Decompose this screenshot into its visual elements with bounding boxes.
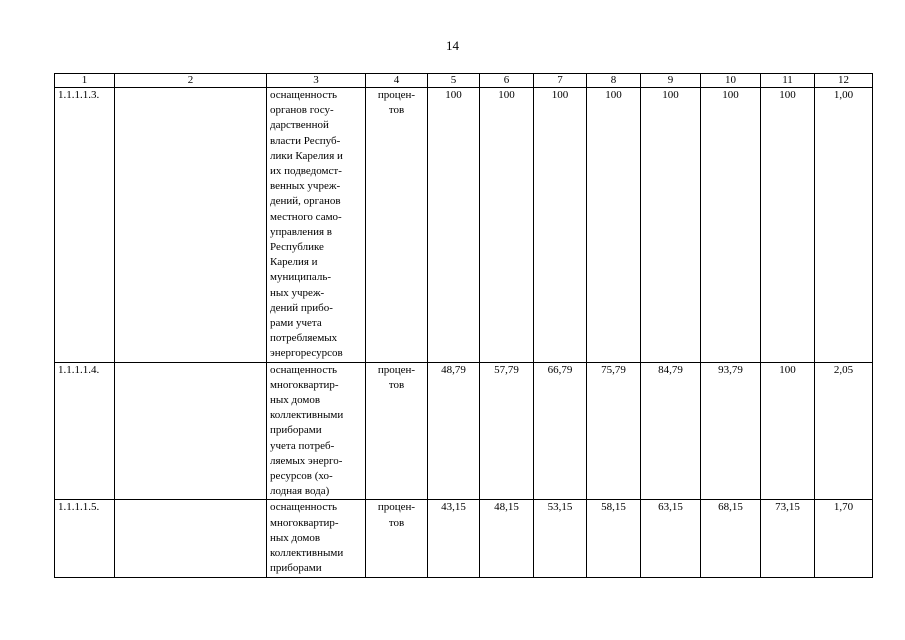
column-header-10: 10	[701, 74, 761, 88]
column-header-1: 1	[55, 74, 115, 88]
description-line: коллективными	[270, 547, 344, 560]
header-row	[55, 74, 873, 88]
description-line: их подведомст-	[270, 165, 342, 178]
indicators-table	[54, 73, 873, 578]
value-col-5: 43,15	[428, 500, 480, 577]
description-line: лики Карелия и	[270, 149, 343, 162]
unit-line: процен-	[377, 363, 416, 376]
row-code: 1.1.1.1.5.	[55, 500, 115, 577]
description-line: коллективными	[270, 409, 344, 422]
table-row	[55, 500, 873, 577]
value-col-8: 100	[587, 88, 641, 363]
description-line: ных домов	[270, 531, 321, 544]
row-description	[267, 362, 366, 500]
column-header-8: 8	[587, 74, 641, 88]
value-col-10: 93,79	[701, 362, 761, 500]
description-line: лодная вода)	[270, 485, 330, 498]
description-line: органов госу-	[270, 104, 334, 117]
value-col-8: 75,79	[587, 362, 641, 500]
value-col-6: 57,79	[480, 362, 534, 500]
description-line: учета потреб-	[270, 439, 335, 452]
unit-line: процен-	[377, 501, 416, 514]
description-line: венных учреж-	[270, 180, 341, 193]
table-body	[55, 88, 873, 578]
value-col-12: 1,00	[815, 88, 873, 363]
description-line: управления в	[270, 225, 332, 238]
row-unit	[366, 88, 428, 363]
row-unit	[366, 500, 428, 577]
description-line: дений, органов	[270, 195, 341, 208]
column-header-11: 11	[761, 74, 815, 88]
value-col-12: 1,70	[815, 500, 873, 577]
unit-line: тов	[388, 104, 405, 117]
description-line: ных учреж-	[270, 286, 325, 299]
value-col-5: 48,79	[428, 362, 480, 500]
description-line: ляемых энерго-	[270, 454, 343, 467]
description-line: дений прибо-	[270, 301, 333, 314]
row-description	[267, 500, 366, 577]
column-header-6: 6	[480, 74, 534, 88]
value-col-9: 84,79	[641, 362, 701, 500]
value-col-11: 100	[761, 88, 815, 363]
value-col-7: 53,15	[534, 500, 587, 577]
unit-line: тов	[388, 516, 405, 529]
description-line: оснащенность	[270, 501, 338, 514]
value-col-12: 2,05	[815, 362, 873, 500]
column-header-5: 5	[428, 74, 480, 88]
column-header-9: 9	[641, 74, 701, 88]
description-line: многоквартир-	[270, 516, 339, 529]
table-row	[55, 362, 873, 500]
row-code: 1.1.1.1.3.	[55, 88, 115, 363]
table-row	[55, 88, 873, 363]
value-col-7: 66,79	[534, 362, 587, 500]
description-line: власти Респуб-	[270, 134, 341, 147]
value-col-5: 100	[428, 88, 480, 363]
description-line: приборами	[270, 424, 322, 437]
value-col-8: 58,15	[587, 500, 641, 577]
value-col-9: 100	[641, 88, 701, 363]
column-header-2: 2	[115, 74, 267, 88]
row-code: 1.1.1.1.4.	[55, 362, 115, 500]
value-col-6: 48,15	[480, 500, 534, 577]
value-col-9: 63,15	[641, 500, 701, 577]
unit-line: процен-	[377, 89, 416, 101]
description-line: энергоресурсов	[270, 347, 343, 360]
description-line: Карелия и	[270, 256, 318, 269]
column-header-7: 7	[534, 74, 587, 88]
description-line: потребляемых	[270, 332, 338, 345]
value-col-10: 68,15	[701, 500, 761, 577]
description-line: приборами	[270, 562, 322, 575]
description-line: многоквартир-	[270, 378, 339, 391]
description-line: оснащенность	[270, 89, 338, 101]
column-header-4: 4	[366, 74, 428, 88]
unit-line: тов	[388, 378, 405, 391]
row-col2	[115, 500, 267, 577]
description-line: оснащенность	[270, 363, 338, 376]
value-col-11: 100	[761, 362, 815, 500]
value-col-7: 100	[534, 88, 587, 363]
column-header-3: 3	[267, 74, 366, 88]
page-number: 14	[446, 38, 459, 53]
column-header-12: 12	[815, 74, 873, 88]
value-col-6: 100	[480, 88, 534, 363]
value-col-11: 73,15	[761, 500, 815, 577]
description-line: Республике	[270, 241, 324, 254]
description-line: ресурсов (хо-	[270, 470, 333, 483]
description-line: дарственной	[270, 119, 329, 132]
row-col2	[115, 362, 267, 500]
value-col-10: 100	[701, 88, 761, 363]
description-line: муниципаль-	[270, 271, 332, 284]
row-unit	[366, 362, 428, 500]
description-line: местного само-	[270, 210, 342, 223]
description-line: ных домов	[270, 394, 321, 407]
row-col2	[115, 88, 267, 363]
description-line: рами учета	[270, 317, 322, 330]
table-header	[55, 74, 873, 88]
row-description	[267, 88, 366, 363]
